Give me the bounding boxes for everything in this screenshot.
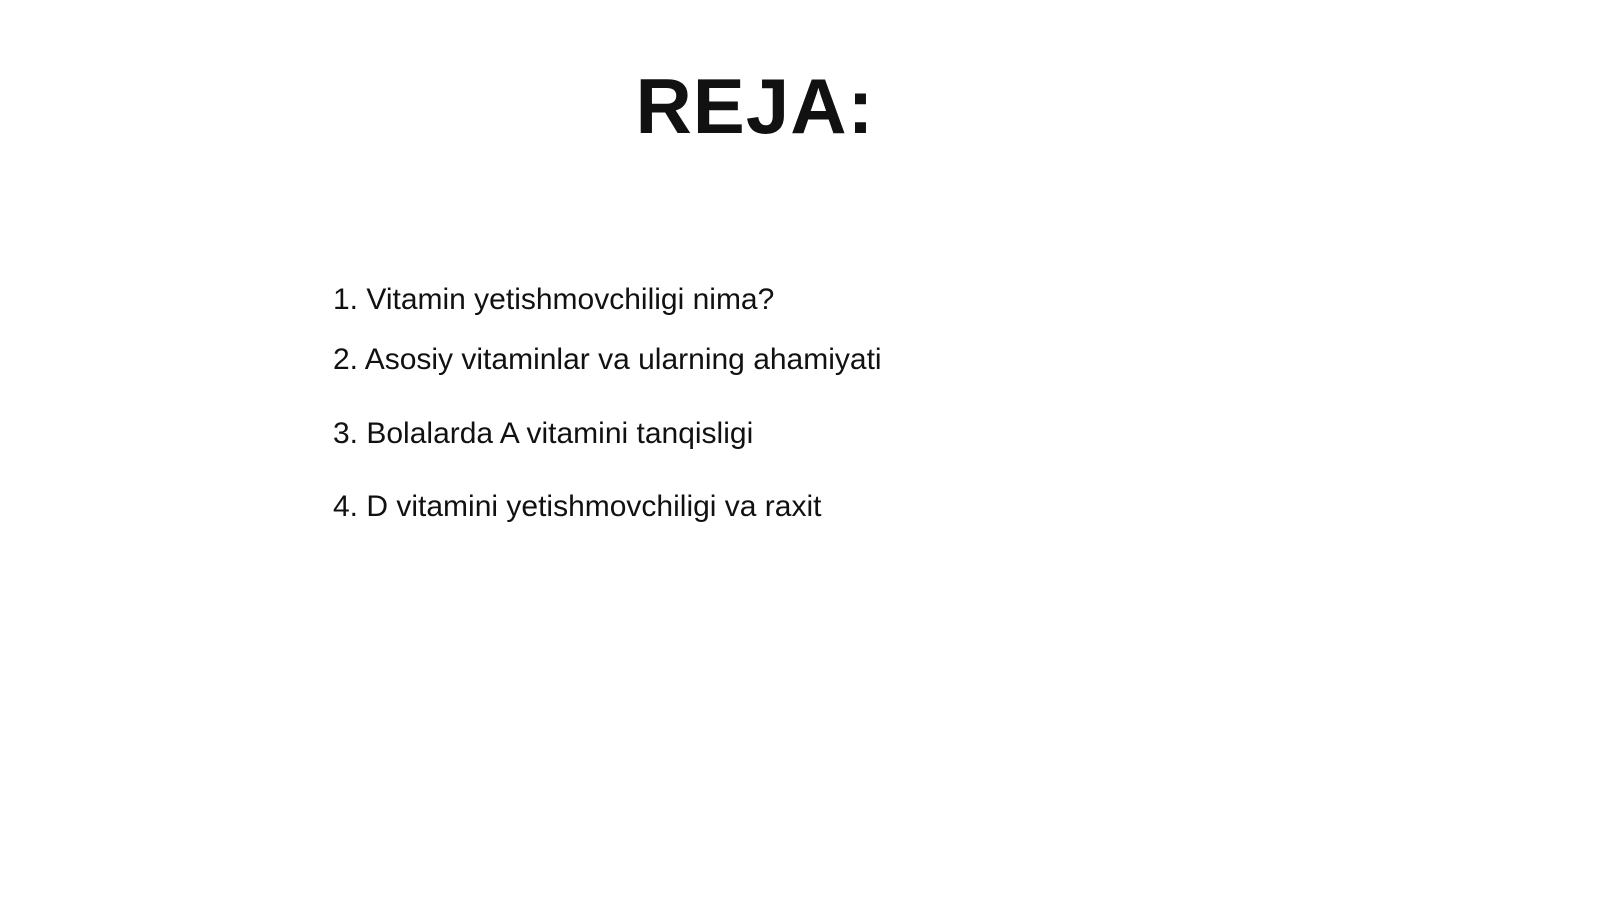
agenda-item: 3. Bolalarda A vitamini tanqisligi [333, 417, 754, 450]
agenda-item: 1. Vitamin yetishmovchiligi nima? [333, 283, 775, 316]
agenda-item: 2. Asosiy vitaminlar va ularning ahamiyati [333, 343, 882, 376]
slide-title: REJA: [635, 62, 875, 150]
agenda-item: 4. D vitamini yetishmovchiligi va raxit [333, 490, 822, 523]
